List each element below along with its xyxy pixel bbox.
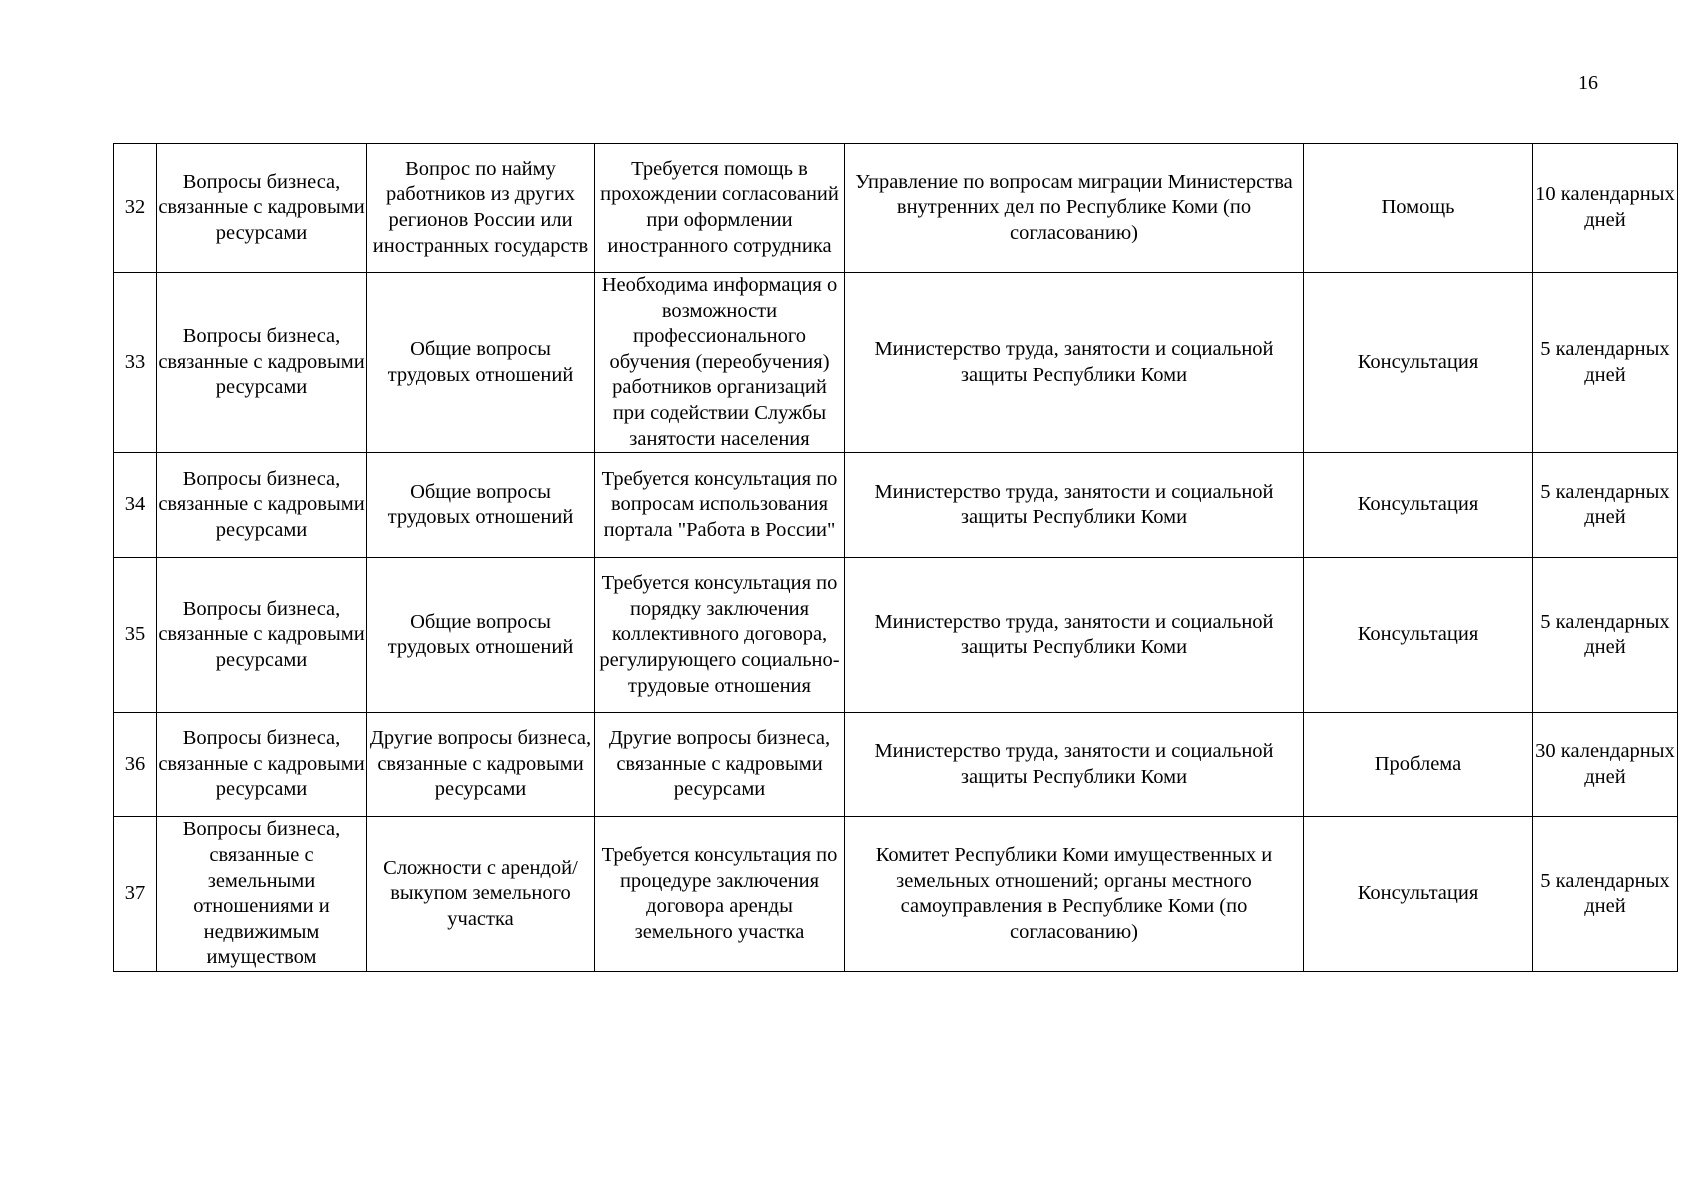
organization-cell: Министерство труда, занятости и социальной защиты Республики Коми [845,453,1304,558]
services-table [113,143,1678,972]
type-cell: Проблема [1304,713,1533,817]
table-row [114,558,1678,713]
subcategory-cell: Общие вопросы трудовых отношений [367,273,595,453]
category-cell: Вопросы бизнеса, связанные с кадровыми ресурсами [157,273,367,453]
table-row [114,817,1678,972]
description-cell: Требуется консультация по порядку заключения коллективного договора, регулирующего социально-трудовые отношения [595,558,845,713]
term-cell: 5 календарных дней [1533,453,1678,558]
subcategory-cell: Вопрос по найму работников из других регионов России или иностранных государств [367,144,595,273]
term-cell: 5 календарных дней [1533,273,1678,453]
term-cell: 10 календарных дней [1533,144,1678,273]
category-cell: Вопросы бизнеса, связанные с кадровыми ресурсами [157,558,367,713]
category-cell: Вопросы бизнеса, связанные с кадровыми ресурсами [157,453,367,558]
organization-cell: Министерство труда, занятости и социальной защиты Республики Коми [845,558,1304,713]
table-row [114,273,1678,453]
organization-cell: Министерство труда, занятости и социальной защиты Республики Коми [845,713,1304,817]
table-row [114,713,1678,817]
organization-cell: Комитет Республики Коми имущественных и земельных отношений; органы местного самоуправления в Республике Коми (по согласованию) [845,817,1304,972]
row-number: 35 [114,558,157,713]
description-cell: Требуется помощь в прохождении согласований при оформлении иностранного сотрудника [595,144,845,273]
row-number: 32 [114,144,157,273]
category-cell: Вопросы бизнеса, связанные с кадровыми ресурсами [157,144,367,273]
type-cell: Консультация [1304,817,1533,972]
description-cell: Необходима информация о возможности профессионального обучения (переобучения) работников организаций при содействии Службы занятости населения [595,273,845,453]
description-cell: Требуется консультация по вопросам использования портала "Работа в России" [595,453,845,558]
page-number: 16 [1578,72,1598,94]
subcategory-cell: Сложности с арендой/выкупом земельного участка [367,817,595,972]
type-cell: Помощь [1304,144,1533,273]
table-row [114,453,1678,558]
description-cell: Другие вопросы бизнеса, связанные с кадровыми ресурсами [595,713,845,817]
category-cell: Вопросы бизнеса, связанные с кадровыми ресурсами [157,713,367,817]
category-cell: Вопросы бизнеса, связанные с земельными отношениями и недвижимым имуществом [157,817,367,972]
type-cell: Консультация [1304,273,1533,453]
row-number: 37 [114,817,157,972]
term-cell: 5 календарных дней [1533,558,1678,713]
organization-cell: Министерство труда, занятости и социальной защиты Республики Коми [845,273,1304,453]
row-number: 36 [114,713,157,817]
subcategory-cell: Общие вопросы трудовых отношений [367,453,595,558]
row-number: 33 [114,273,157,453]
row-number: 34 [114,453,157,558]
term-cell: 30 календарных дней [1533,713,1678,817]
term-cell: 5 календарных дней [1533,817,1678,972]
organization-cell: Управление по вопросам миграции Министерства внутренних дел по Республике Коми (по согласованию) [845,144,1304,273]
subcategory-cell: Общие вопросы трудовых отношений [367,558,595,713]
type-cell: Консультация [1304,453,1533,558]
table-row [114,144,1678,273]
description-cell: Требуется консультация по процедуре заключения договора аренды земельного участка [595,817,845,972]
subcategory-cell: Другие вопросы бизнеса, связанные с кадровыми ресурсами [367,713,595,817]
type-cell: Консультация [1304,558,1533,713]
